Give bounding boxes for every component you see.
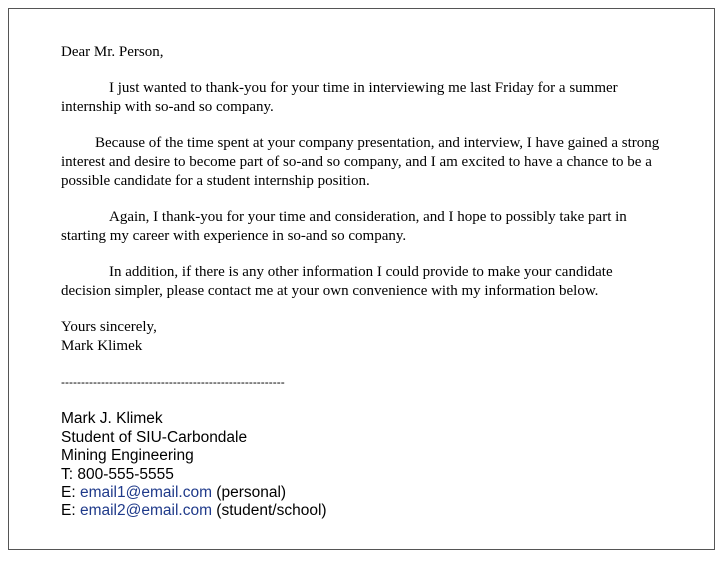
paragraph-interest: Because of the time spent at your company presentation, and interview, I have gained a strong interest and desire to become part of so-and so company, and I am excited to have a chance to be a possible candidate for a student internship position.	[61, 135, 660, 189]
email-personal-link[interactable]: email1@email.com	[79, 484, 212, 501]
contact-email-school	[61, 502, 327, 521]
email-school-note: (student/school)	[211, 502, 327, 519]
contact-school: Student of SIU-Carbondale	[61, 429, 248, 446]
signature-name: Mark Klimek	[61, 338, 143, 354]
email-school-link[interactable]: email2@email.com	[79, 502, 212, 519]
email-personal-note: (personal)	[211, 484, 287, 501]
contact-full-name: Mark J. Klimek	[61, 410, 163, 427]
paragraph-contact: In addition, if there is any other information I could provide to make your candidate decision simpler, please contact me at your own convenience with my information below.	[61, 264, 613, 299]
letter-page	[8, 8, 715, 550]
contact-email-personal	[61, 484, 286, 503]
greeting: Dear Mr. Person,	[61, 44, 164, 60]
paragraph-thanks: I just wanted to thank-you for your time in interviewing me last Friday for a summer internship with so-and so company.	[61, 80, 618, 115]
contact-phone: T: 800-555-5555	[61, 466, 174, 483]
contact-major: Mining Engineering	[61, 447, 194, 464]
separator-line: --------------------------------------------------------	[61, 375, 285, 389]
email-prefix: E:	[61, 484, 80, 501]
email-prefix: E:	[61, 502, 80, 519]
closing: Yours sincerely,	[61, 319, 157, 335]
paragraph-gratitude: Again, I thank-you for your time and consideration, and I hope to possibly take part in starting my career with experience in so-and so company.	[61, 209, 627, 244]
